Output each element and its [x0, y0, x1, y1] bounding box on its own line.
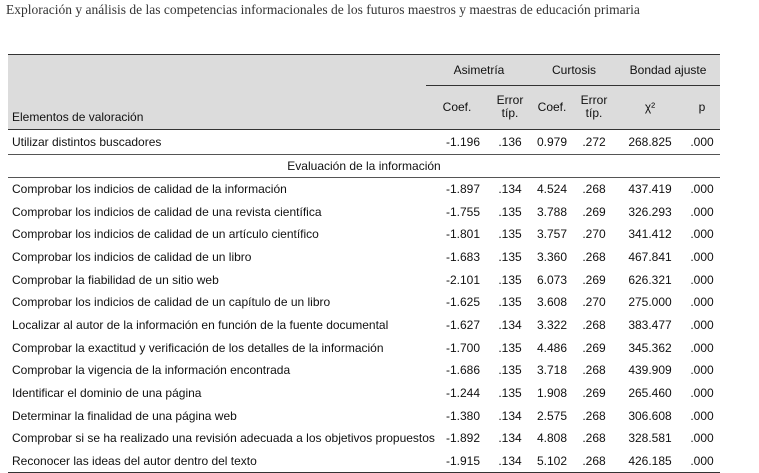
statistics-table-container: [8, 54, 720, 473]
asym-coef-cell: -1.683: [445, 249, 480, 264]
chi-cell: 265.460: [628, 386, 672, 401]
section-row: [8, 154, 720, 177]
table-row: [8, 450, 720, 473]
row-item-label: Comprobar la exactitud y verificación de los detalles de la información: [12, 340, 384, 355]
kurt-err-cell: .270: [582, 227, 606, 242]
p-cell: .000: [690, 340, 714, 355]
kurt-coef-cell: 3.608: [536, 295, 568, 310]
kurt-coef-cell: 3.757: [536, 227, 568, 242]
chi-square-header: χ²: [616, 86, 684, 130]
p-cell: .000: [690, 272, 714, 287]
row-item-label: Comprobar los indicios de calidad de un capítulo de un libro: [12, 295, 331, 310]
asym-coef-cell: -1.686: [445, 363, 480, 378]
kurt-coef-cell: 4.524: [536, 181, 568, 196]
p-cell: .000: [684, 450, 720, 473]
asym-err-cell: .136: [498, 134, 522, 149]
kurt-err-cell: .269: [582, 340, 606, 355]
row-item-label: Reconocer las ideas del autor dentro del texto: [8, 450, 426, 473]
kurt-coef-cell: 0.979: [536, 134, 568, 149]
chi-cell: 626.321: [628, 272, 672, 287]
kurt-coef-cell: 1.908: [536, 386, 568, 401]
asym-err-cell: .134: [498, 317, 522, 332]
table-row: [8, 359, 720, 382]
kurt-err-cell: .268: [582, 181, 606, 196]
p-cell: .000: [690, 249, 714, 264]
asym-err-cell: .135: [498, 227, 522, 242]
asym-err-cell: .134: [498, 431, 522, 446]
table-row: [8, 427, 720, 450]
p-cell: .000: [690, 386, 714, 401]
coef-header-curtosis: Coef.: [532, 86, 572, 130]
header-empty-cell: [8, 55, 426, 86]
kurt-err-cell: .272: [582, 134, 606, 149]
asimetria-label: Asimetría: [453, 63, 505, 77]
kurt-err-cell: .268: [582, 317, 606, 332]
table-row: [8, 223, 720, 246]
p-cell: .000: [690, 317, 714, 332]
curtosis-group-header: [532, 55, 616, 86]
kurt-coef-cell: 3.322: [536, 317, 568, 332]
asym-err-cell: .134: [498, 181, 522, 196]
asym-err-cell: .135: [498, 386, 522, 401]
error-line2: típ.: [585, 106, 603, 121]
error-header-asimetria: [488, 86, 532, 130]
row-item-label: Comprobar la vigencia de la información encontrada: [12, 363, 291, 378]
row-item-label: Comprobar los indicios de calidad de un libro: [12, 249, 252, 264]
kurt-coef-cell: 2.575: [536, 408, 568, 423]
row-item-label: Comprobar la fiabilidad de un sitio web: [12, 272, 219, 287]
table-row: [8, 314, 720, 337]
p-cell: .000: [690, 408, 714, 423]
row-item-label: Comprobar si se ha realizado una revisión adecuada a los objetivos propuestos: [12, 431, 435, 446]
asym-coef-cell: -2.101: [445, 272, 480, 287]
kurt-coef-cell: 4.486: [536, 340, 568, 355]
kurt-coef-cell: 6.073: [536, 272, 568, 287]
row-item-label: Comprobar los indicios de calidad de una revista científica: [12, 204, 322, 219]
asym-err-cell: .135: [498, 295, 522, 310]
kurt-err-cell: .268: [582, 408, 606, 423]
asym-err-cell: .135: [498, 272, 522, 287]
asym-coef-cell: -1.244: [445, 386, 480, 401]
kurt-coef-cell: 3.788: [536, 204, 568, 219]
table-row: [8, 336, 720, 359]
row-item-label: Identificar el dominio de una página: [12, 386, 202, 401]
kurt-err-cell: .269: [582, 386, 606, 401]
chi-cell: 341.412: [628, 227, 672, 242]
kurt-err-cell: .270: [582, 295, 606, 310]
row-item-label: Utilizar distintos buscadores: [12, 134, 162, 149]
kurt-err-cell: .268: [582, 431, 606, 446]
chi-cell: 306.608: [628, 408, 672, 423]
chi-cell: 328.581: [628, 431, 672, 446]
chi-cell: 437.419: [628, 181, 672, 196]
chi-cell: 383.477: [628, 317, 672, 332]
curtosis-label: Curtosis: [552, 63, 597, 77]
chi-cell: 426.185: [616, 450, 684, 473]
asym-coef-cell: -1.897: [445, 181, 480, 196]
table-row: [8, 177, 720, 200]
asym-err-cell: .135: [498, 340, 522, 355]
kurt-coef-cell: 4.808: [536, 431, 568, 446]
asym-coef-cell: -1.700: [445, 340, 480, 355]
asym-err-cell: .135: [498, 249, 522, 264]
asym-err-cell: .135: [498, 363, 522, 378]
error-line1: Error: [496, 93, 524, 108]
error-line1: Error: [580, 93, 608, 108]
error-line2: típ.: [501, 106, 519, 121]
bondad-group-header: [616, 55, 720, 86]
asym-err-cell: .134: [498, 408, 522, 423]
data-rows: [8, 177, 720, 473]
chi-cell: 345.362: [628, 340, 672, 355]
kurt-coef-cell: 3.718: [536, 363, 568, 378]
error-header-curtosis: [572, 86, 616, 130]
asym-coef-cell: -1.755: [445, 204, 480, 219]
p-cell: .000: [690, 181, 714, 196]
row-item-label: Comprobar los indicios de calidad de un artículo científico: [12, 227, 319, 242]
row-item-label: Localizar al autor de la información en función de la fuente documental: [12, 317, 389, 332]
table-row: [8, 246, 720, 269]
asym-coef-cell: -1.627: [445, 317, 480, 332]
kurt-err-cell: .269: [582, 204, 606, 219]
group-header-row: [8, 55, 720, 86]
chi-cell: 439.909: [628, 363, 672, 378]
asym-coef-cell: -1.915: [426, 450, 488, 473]
asym-coef-cell: -1.380: [445, 408, 480, 423]
section-label: Evaluación de la información: [8, 154, 720, 177]
kurt-coef-cell: 5.102: [532, 450, 572, 473]
table-row: [8, 129, 720, 154]
asimetria-group-header: [426, 55, 532, 86]
chi-cell: 275.000: [628, 295, 672, 310]
asym-coef-cell: -1.801: [445, 227, 480, 242]
table-row: [8, 291, 720, 314]
chi-cell: 467.841: [628, 249, 672, 264]
table-row: [8, 382, 720, 405]
p-header: p: [684, 86, 720, 130]
elementos-header: Elementos de valoración: [8, 86, 426, 130]
kurt-err-cell: .268: [572, 450, 616, 473]
table-row: [8, 404, 720, 427]
p-cell: .000: [690, 363, 714, 378]
table-row: [8, 268, 720, 291]
p-cell: .000: [690, 295, 714, 310]
p-cell: .000: [690, 134, 714, 149]
row-item-label: Determinar la finalidad de una página web: [12, 408, 237, 423]
p-cell: .000: [690, 431, 714, 446]
statistics-table: [8, 54, 720, 473]
asym-coef-cell: -1.196: [445, 134, 480, 149]
p-cell: .000: [690, 204, 714, 219]
table-row: [8, 200, 720, 223]
chi-cell: 268.825: [628, 134, 672, 149]
asym-err-cell: .135: [498, 204, 522, 219]
running-header: Exploración y análisis de las competencias informacionales de los futuros maestros y maestras de educación primaria: [6, 2, 640, 17]
asym-err-cell: .134: [488, 450, 532, 473]
chi-cell: 326.293: [628, 204, 672, 219]
column-header-row: [8, 86, 720, 130]
asym-coef-cell: -1.892: [445, 431, 480, 446]
bondad-label: Bondad ajuste: [629, 63, 707, 77]
row-item-label: Comprobar los indicios de calidad de la información: [12, 181, 287, 196]
kurt-coef-cell: 3.360: [536, 249, 568, 264]
asym-coef-cell: -1.625: [445, 295, 480, 310]
kurt-err-cell: .268: [582, 249, 606, 264]
coef-header-asimetria: Coef.: [426, 86, 488, 130]
kurt-err-cell: .269: [582, 272, 606, 287]
p-cell: .000: [690, 227, 714, 242]
kurt-err-cell: .268: [582, 363, 606, 378]
